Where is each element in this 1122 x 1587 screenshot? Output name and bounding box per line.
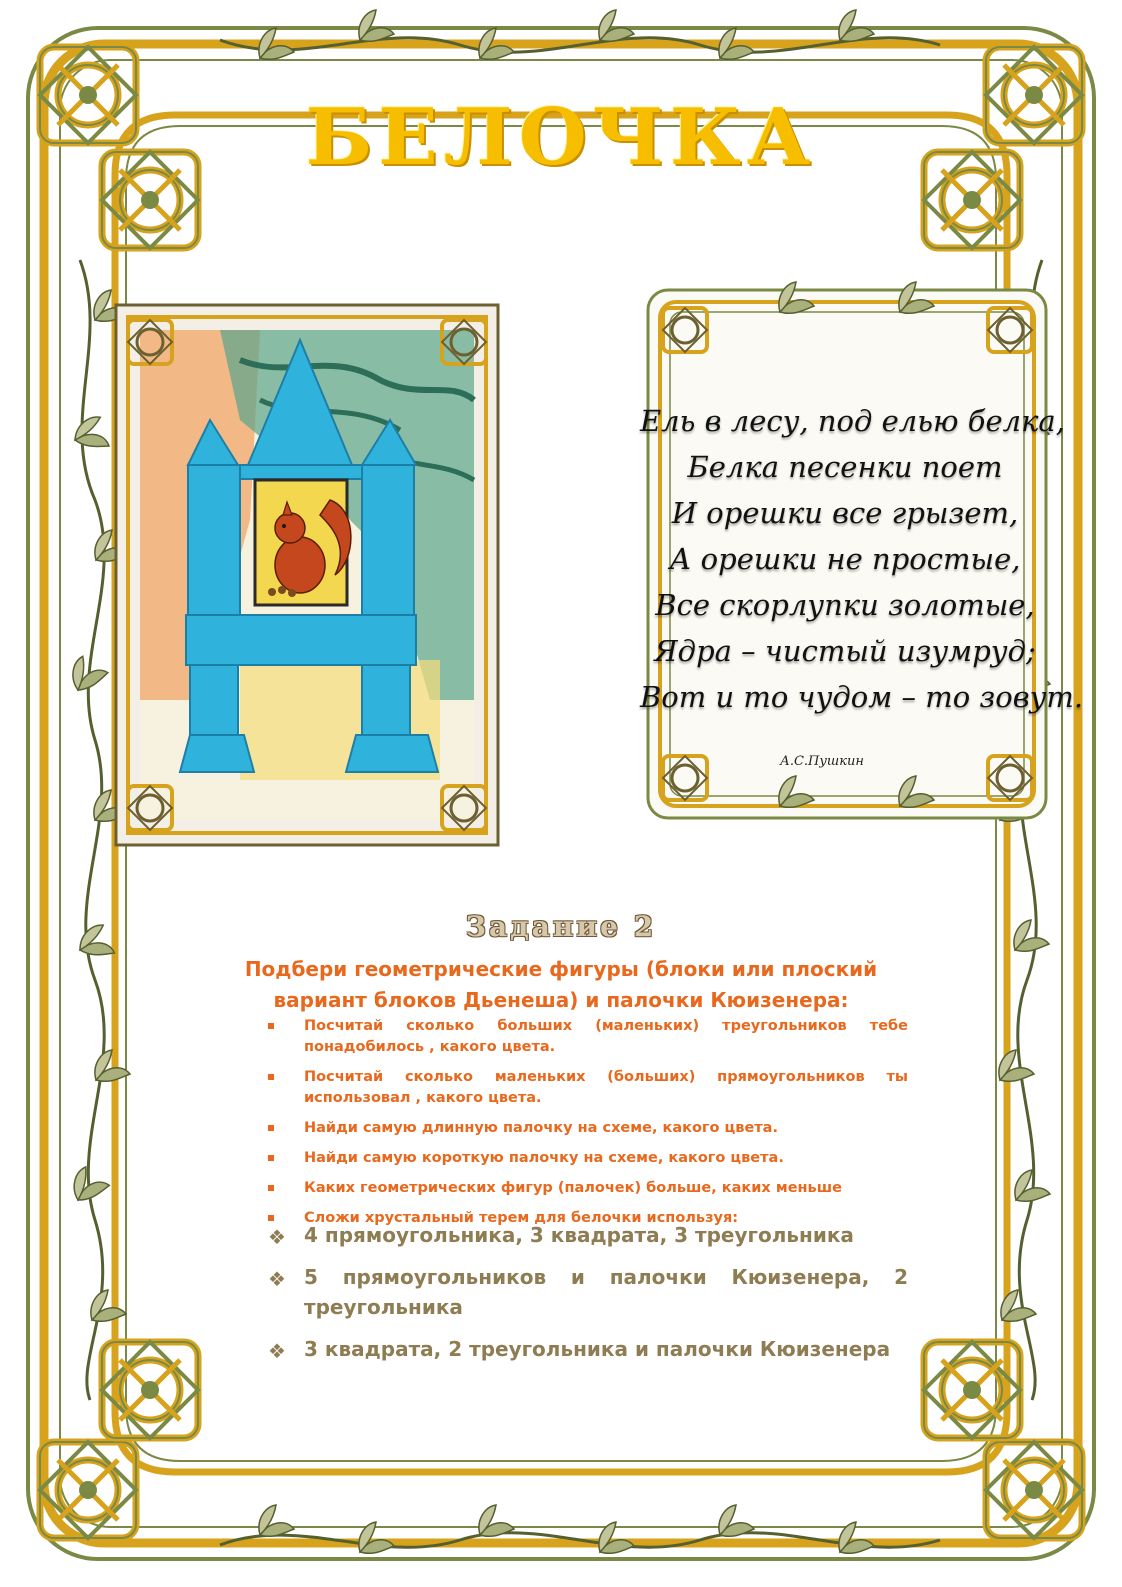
block-scheme-picture [116, 305, 498, 845]
task-intro: Подбери геометрические фигуры (блоки или плоский вариант блоков Дьенеша) и палочки Кюизенера: [244, 957, 878, 1012]
task-list [268, 1016, 908, 1238]
list-item-text: Сложи хрустальный терем для белочки используя: [304, 1210, 739, 1226]
poem-line: Вот и то чудом – то зовут. [640, 680, 1084, 714]
square-bullet-icon [268, 1125, 274, 1131]
option-item [268, 1262, 908, 1322]
list-item-text: Найди самую длинную палочку на схеме, какого цвета. [304, 1120, 778, 1136]
list-item [268, 1178, 908, 1199]
poem-line: Ель в лесу, под елью белка, [640, 404, 1065, 438]
list-item-text: Посчитай сколько маленьких (больших) прямоугольников ты использовал , какого цвета. [304, 1069, 908, 1106]
list-item [268, 1067, 908, 1109]
square-bullet-icon [268, 1023, 274, 1029]
option-text: 3 квадрата, 2 треугольника и палочки Кюизенера [304, 1337, 891, 1361]
option-item [268, 1220, 908, 1250]
poem-line: И орешки все грызет, [671, 496, 1019, 530]
list-item-text: Каких геометрических фигур (палочек) больше, каких меньше [304, 1180, 842, 1196]
poem-line: Белка песенки поет [687, 450, 1003, 484]
list-item [268, 1016, 908, 1058]
poem-text [640, 398, 1084, 720]
diamond-bullet-icon: ❖ [268, 1225, 286, 1249]
square-bullet-icon [268, 1155, 274, 1161]
square-bullet-icon [268, 1185, 274, 1191]
option-text: 5 прямоугольников и палочки Кюизенера, 2 треугольника [304, 1265, 908, 1319]
page-title: БЕЛОЧКА [305, 92, 817, 183]
list-item-text: Посчитай сколько больших (маленьких) треугольников тебе понадобилось , какого цвета. [304, 1018, 908, 1055]
task-title: Задание 2 [465, 910, 657, 943]
poem-line: Все скорлупки золотые, [655, 588, 1035, 622]
square-bullet-icon [268, 1074, 274, 1080]
list-item [268, 1148, 908, 1169]
options-list [268, 1220, 908, 1376]
option-item [268, 1334, 908, 1364]
leaf-vine-top [220, 10, 940, 59]
list-item-text: Найди самую короткую палочку на схеме, какого цвета. [304, 1150, 784, 1166]
diamond-bullet-icon: ❖ [268, 1267, 286, 1291]
option-text: 4 прямоугольника, 3 квадрата, 3 треугольника [304, 1223, 854, 1247]
list-item [268, 1118, 908, 1139]
diamond-bullet-icon: ❖ [268, 1339, 286, 1363]
poem-author: А.С.Пушкин [780, 754, 864, 769]
poem-line: Ядра – чистый изумруд; [654, 634, 1036, 668]
poem-line: А орешки не простые, [669, 542, 1021, 576]
